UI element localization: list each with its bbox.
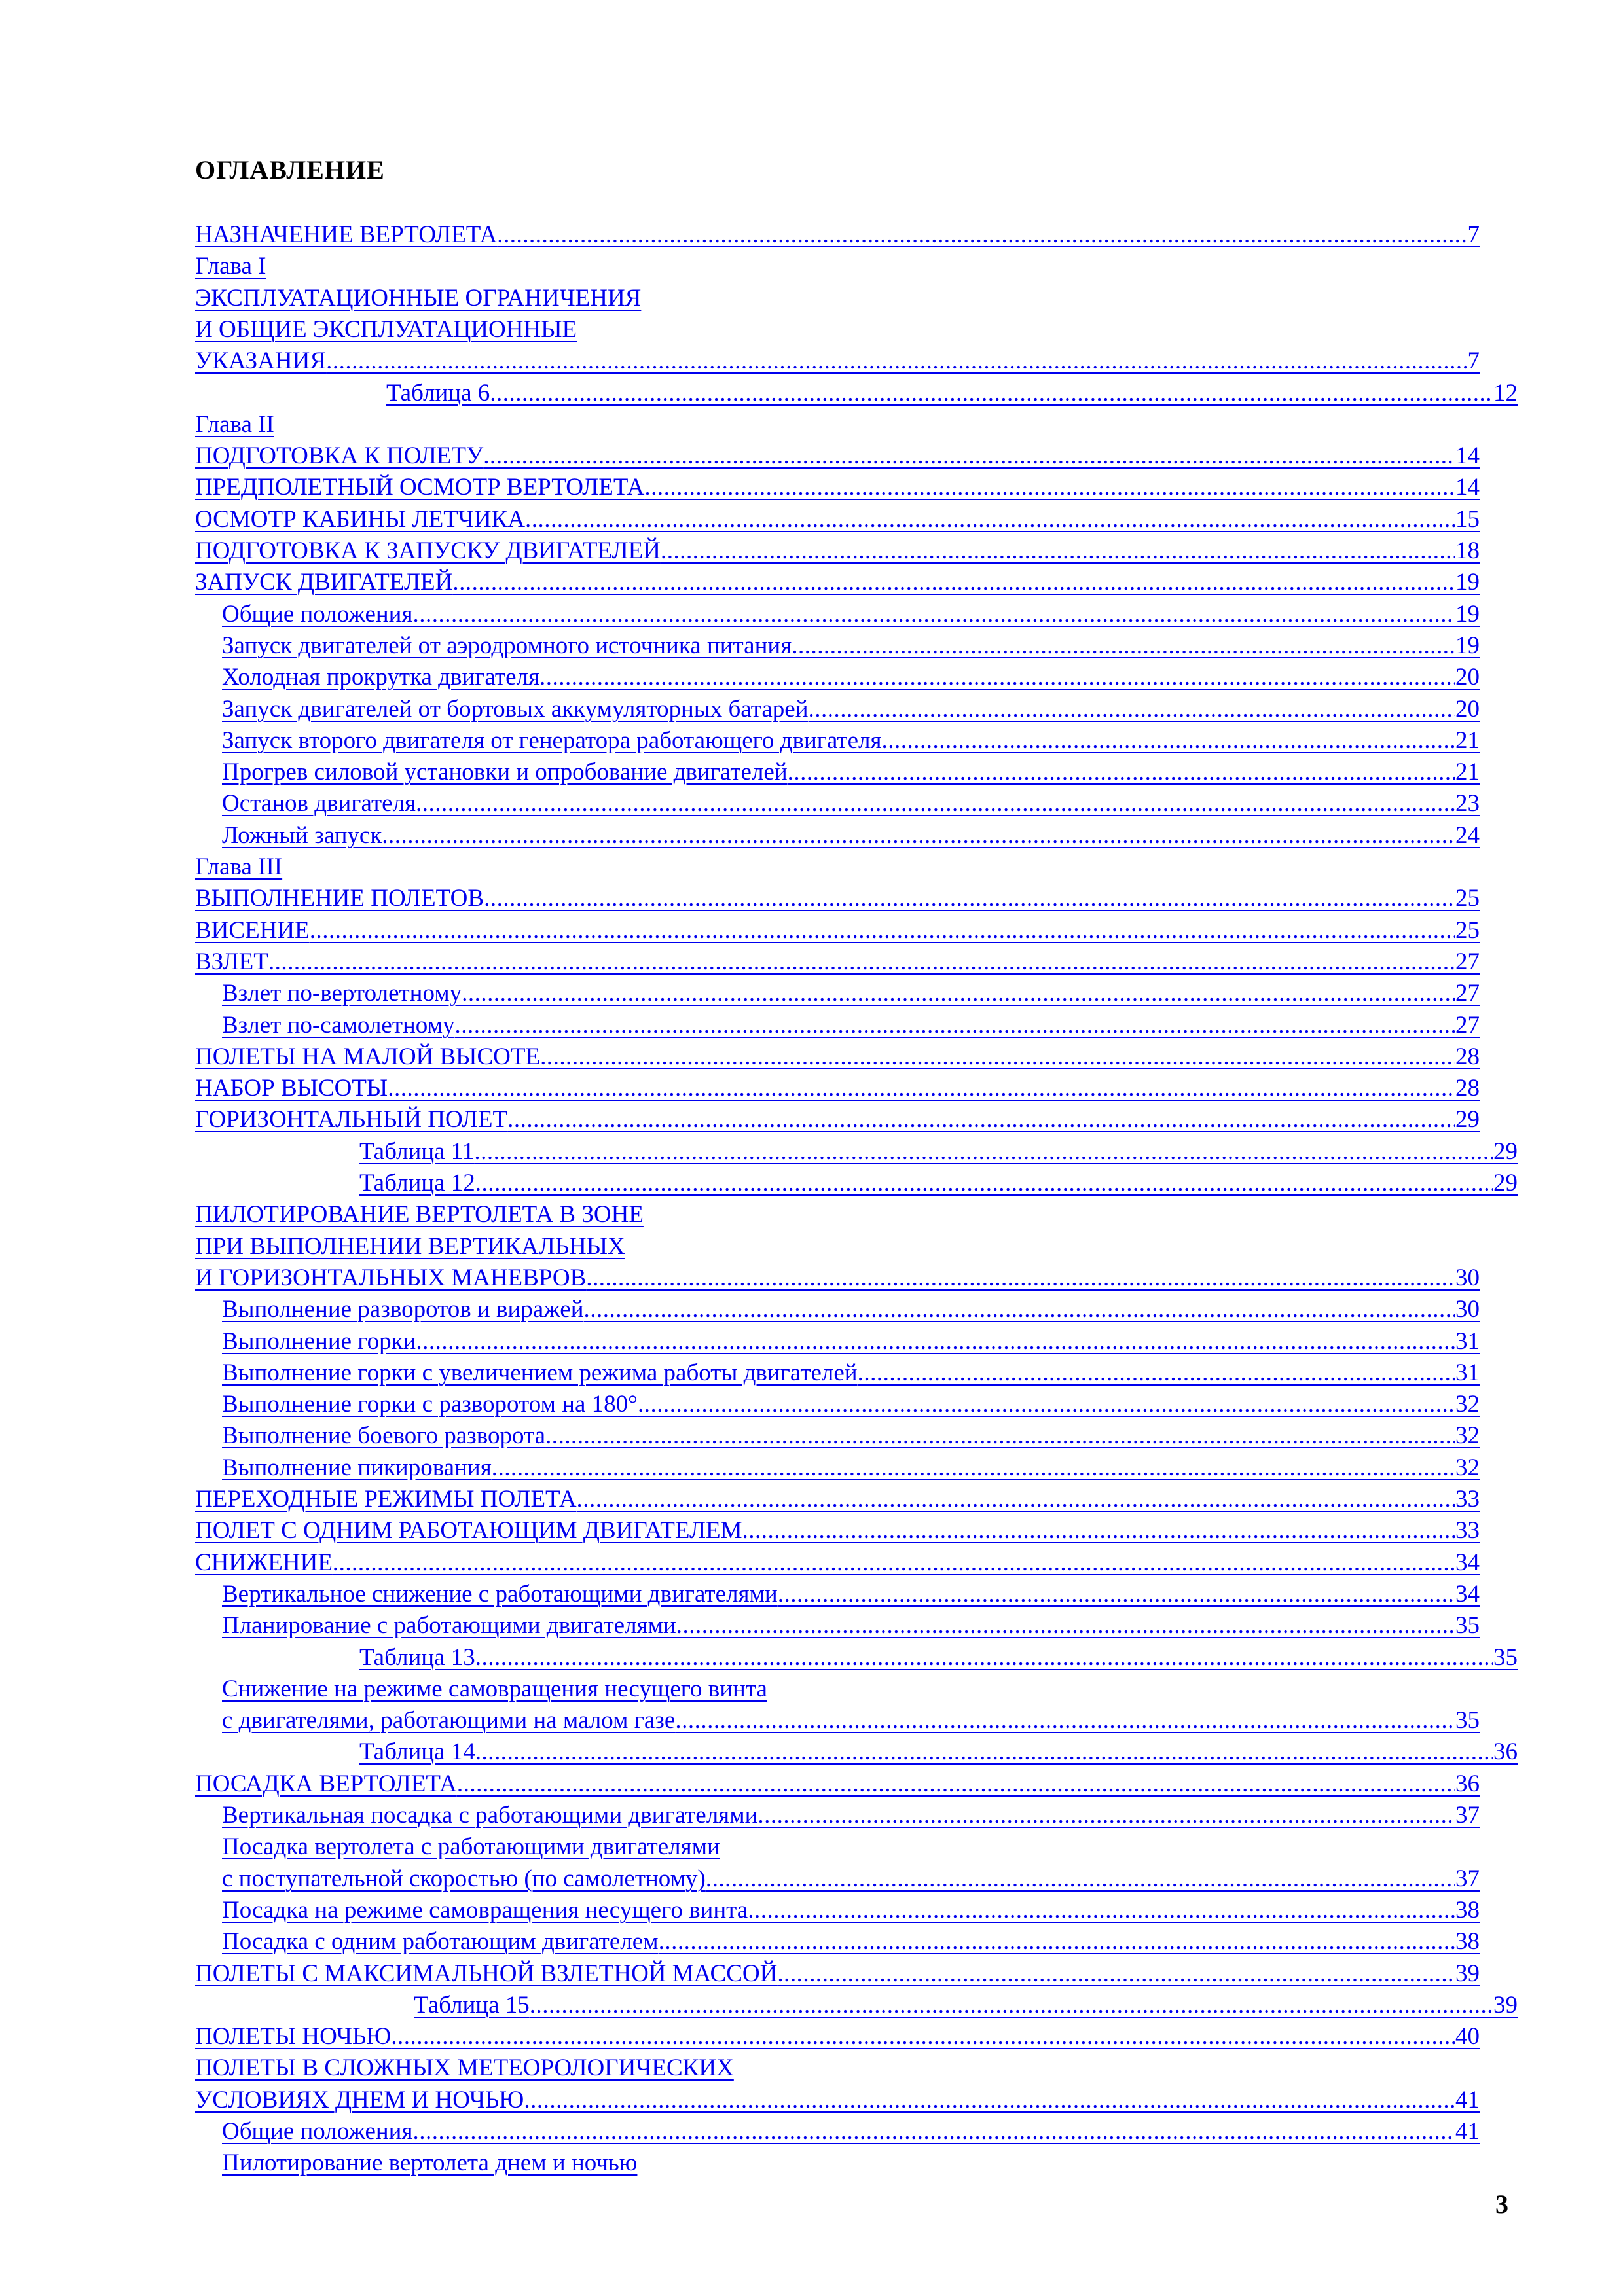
toc-entry-label: Выполнение боевого разворота bbox=[222, 1422, 546, 1449]
toc-entry[interactable] bbox=[222, 1327, 1480, 1357]
toc-entry-page: 30 bbox=[1455, 1296, 1480, 1323]
toc-entry-label: ПРЕДПОЛЕТНЫЙ ОСМОТР ВЕРТОЛЕТА bbox=[195, 474, 645, 501]
toc-entry-page: 41 bbox=[1455, 2118, 1480, 2145]
toc-entry-label: ЭКСПЛУАТАЦИОННЫЕ ОГРАНИЧЕНИЯ bbox=[195, 285, 642, 312]
toc-entry-page: 31 bbox=[1455, 1359, 1480, 1386]
dot-leader bbox=[416, 1327, 1455, 1357]
toc-entry[interactable] bbox=[195, 1232, 625, 1262]
toc-entry[interactable] bbox=[222, 1453, 1480, 1483]
toc-entry-label: ВЗЛЕТ bbox=[195, 948, 268, 975]
toc-entry[interactable] bbox=[195, 1959, 1480, 1989]
toc-entry[interactable] bbox=[222, 1011, 1480, 1041]
toc-entry-label: с поступательной скоростью (по самолетному) bbox=[222, 1865, 706, 1892]
dot-leader bbox=[382, 821, 1455, 851]
dot-leader bbox=[757, 1801, 1455, 1831]
toc-entry-page: 41 bbox=[1455, 2087, 1480, 2113]
dot-leader bbox=[484, 884, 1455, 914]
toc-entry-label: ГОРИЗОНТАЛЬНЫЙ ПОЛЕТ bbox=[195, 1106, 508, 1133]
toc-entry-label: СНИЖЕНИЕ bbox=[195, 1549, 333, 1576]
dot-leader bbox=[492, 1453, 1455, 1483]
toc-entry-label: Выполнение горки с увеличением режима работы двигателей bbox=[222, 1359, 858, 1386]
toc-entry-page: 21 bbox=[1455, 727, 1480, 754]
toc-entry[interactable] bbox=[195, 315, 577, 345]
toc-entry[interactable] bbox=[195, 884, 1480, 914]
toc-entry-label: ПОЛЕТ С ОДНИМ РАБОТАЮЩИМ ДВИГАТЕЛЕМ bbox=[195, 1517, 742, 1544]
toc-entry-label: Посадка на режиме самовращения несущего винта bbox=[222, 1897, 748, 1924]
toc-entry-page: 12 bbox=[1493, 380, 1518, 406]
toc-entry[interactable] bbox=[195, 251, 266, 281]
dot-leader bbox=[809, 694, 1456, 725]
toc-entry-page: 38 bbox=[1455, 1897, 1480, 1924]
toc-entry-label: Посадка вертолета с работающими двигателями bbox=[222, 1833, 720, 1860]
toc-entry-label: ВЫПОЛНЕНИЕ ПОЛЕТОВ bbox=[195, 885, 484, 912]
toc-entry-label: Таблица 11 bbox=[359, 1138, 475, 1165]
toc-entry-page: 14 bbox=[1455, 474, 1480, 501]
toc-entry[interactable] bbox=[359, 1737, 1518, 1767]
toc-entry[interactable] bbox=[195, 283, 641, 314]
toc-entry-page: 32 bbox=[1455, 1391, 1480, 1418]
toc-entry[interactable] bbox=[222, 726, 1480, 756]
toc-entry[interactable] bbox=[222, 694, 1480, 725]
toc-entry-page: 7 bbox=[1467, 348, 1480, 374]
toc-entry[interactable] bbox=[195, 346, 1480, 376]
toc-entry-page: 29 bbox=[1493, 1138, 1518, 1165]
dot-leader bbox=[586, 1263, 1455, 1293]
toc-entry-label: УСЛОВИЯХ ДНЕМ И НОЧЬЮ bbox=[195, 2087, 524, 2113]
dot-leader bbox=[475, 1737, 1493, 1767]
toc-entry-label: ПОДГОТОВКА К ЗАПУСКУ ДВИГАТЕЛЕЙ bbox=[195, 537, 661, 564]
toc-entry-page: 37 bbox=[1455, 1802, 1480, 1829]
toc-entry-label: Выполнение горки с разворотом на 180° bbox=[222, 1391, 638, 1418]
toc-entry-page: 35 bbox=[1455, 1707, 1480, 1734]
toc-entry[interactable] bbox=[195, 441, 1480, 471]
toc-entry[interactable] bbox=[195, 1484, 1480, 1515]
toc-entry-label: Взлет по-вертолетному bbox=[222, 980, 462, 1007]
dot-leader bbox=[792, 631, 1455, 661]
toc-entry-page: 30 bbox=[1455, 1265, 1480, 1291]
toc-entry-page: 14 bbox=[1455, 442, 1480, 469]
page-number: 3 bbox=[1495, 2189, 1508, 2219]
toc-entry-label: Вертикальная посадка с работающими двигателями bbox=[222, 1802, 758, 1829]
dot-leader bbox=[333, 1548, 1455, 1578]
toc-entry-page: 37 bbox=[1455, 1865, 1480, 1892]
dot-leader bbox=[310, 916, 1455, 946]
toc-entry-label: И ГОРИЗОНТАЛЬНЫХ МАНЕВРОВ bbox=[195, 1265, 587, 1291]
dot-leader bbox=[644, 473, 1455, 503]
toc-entry-label: ПОЛЕТЫ В СЛОЖНЫХ МЕТЕОРОЛОГИЧЕСКИХ bbox=[195, 2054, 734, 2081]
dot-leader bbox=[475, 1643, 1493, 1673]
toc-entry-label: Таблица 6 bbox=[386, 380, 490, 406]
toc-entry-page: 28 bbox=[1455, 1075, 1480, 1102]
toc-entry-label: НАЗНАЧЕНИЕ ВЕРТОЛЕТА bbox=[195, 221, 498, 248]
toc-entry-page: 7 bbox=[1467, 221, 1480, 248]
dot-leader bbox=[524, 2085, 1455, 2115]
toc-entry-page: 32 bbox=[1455, 1422, 1480, 1449]
toc-entry-page: 31 bbox=[1455, 1328, 1480, 1355]
dot-leader bbox=[268, 947, 1455, 977]
toc-entry[interactable] bbox=[195, 852, 282, 882]
toc-entry-page: 25 bbox=[1455, 885, 1480, 912]
toc-entry-label: Выполнение разворотов и виражей bbox=[222, 1296, 584, 1323]
toc-entry-label: Снижение на режиме самовращения несущего винта bbox=[222, 1676, 767, 1702]
toc-entry-label: Общие положения bbox=[222, 601, 413, 628]
dot-leader bbox=[416, 789, 1455, 819]
toc-entry-page: 39 bbox=[1455, 1960, 1480, 1987]
toc-entry[interactable] bbox=[222, 1611, 1480, 1641]
toc-entry[interactable] bbox=[195, 473, 1480, 503]
toc-entry-label: Таблица 15 bbox=[414, 1992, 530, 2018]
toc-entry-page: 39 bbox=[1493, 1992, 1518, 2018]
dot-leader bbox=[638, 1390, 1455, 1420]
toc-entry[interactable] bbox=[195, 220, 1480, 250]
dot-leader bbox=[391, 2022, 1455, 2052]
toc-entry-label: И ОБЩИЕ ЭКСПЛУАТАЦИОННЫЕ bbox=[195, 316, 577, 343]
toc-entry-page: 21 bbox=[1455, 759, 1480, 785]
toc-entry[interactable] bbox=[222, 2117, 1480, 2147]
dot-leader bbox=[412, 2117, 1455, 2147]
toc-entry-label: Прогрев силовой установки и опробование двигателей bbox=[222, 759, 788, 785]
dot-leader bbox=[675, 1706, 1455, 1736]
toc-entry[interactable] bbox=[195, 1769, 1480, 1799]
dot-leader bbox=[474, 1137, 1493, 1167]
dot-leader bbox=[507, 1105, 1455, 1135]
dot-leader bbox=[497, 220, 1467, 250]
toc-entry-label: Таблица 14 bbox=[359, 1738, 475, 1765]
dot-leader bbox=[584, 1295, 1455, 1325]
toc-entry[interactable] bbox=[195, 505, 1480, 535]
dot-leader bbox=[742, 1516, 1455, 1546]
toc-entry-page: 29 bbox=[1493, 1170, 1518, 1196]
toc-entry[interactable] bbox=[222, 1801, 1480, 1831]
toc-entry[interactable] bbox=[222, 631, 1480, 661]
toc-entry[interactable] bbox=[195, 2053, 734, 2083]
dot-leader bbox=[455, 1011, 1455, 1041]
dot-leader bbox=[457, 1769, 1455, 1799]
toc-entry[interactable] bbox=[222, 600, 1480, 630]
toc-entry-label: ПОЛЕТЫ НА МАЛОЙ ВЫСОТЕ bbox=[195, 1043, 541, 1070]
toc-entry-label: Останов двигателя bbox=[222, 790, 416, 817]
toc-entry-label: Пилотирование вертолета днем и ночью bbox=[222, 2149, 638, 2176]
toc-entry[interactable] bbox=[195, 2022, 1480, 2052]
toc-entry-label: Выполнение горки bbox=[222, 1328, 416, 1355]
page-title: ОГЛАВЛЕНИЕ bbox=[195, 155, 385, 185]
toc-entry-page: 36 bbox=[1493, 1738, 1518, 1765]
dot-leader bbox=[530, 1990, 1493, 2020]
dot-leader bbox=[540, 1042, 1455, 1072]
toc-entry-page: 19 bbox=[1455, 632, 1480, 659]
toc-entry[interactable] bbox=[222, 1421, 1480, 1451]
toc-entry[interactable] bbox=[222, 1674, 767, 1704]
toc-entry-label: Выполнение пикирования bbox=[222, 1454, 492, 1481]
dot-leader bbox=[326, 346, 1467, 376]
toc-entry-page: 40 bbox=[1455, 2023, 1480, 2050]
toc-entry[interactable] bbox=[195, 536, 1480, 566]
toc-entry[interactable] bbox=[222, 1927, 1480, 1957]
toc-entry-page: 33 bbox=[1455, 1517, 1480, 1544]
toc-entry-page: 33 bbox=[1455, 1486, 1480, 1513]
toc-entry[interactable] bbox=[386, 378, 1518, 408]
dot-leader bbox=[545, 1421, 1455, 1451]
toc-entry[interactable] bbox=[222, 662, 1480, 692]
dot-leader bbox=[777, 1959, 1455, 1989]
toc-entry-label: Посадка с одним работающим двигателем bbox=[222, 1928, 659, 1955]
dot-leader bbox=[462, 978, 1455, 1009]
toc-entry[interactable] bbox=[414, 1990, 1518, 2020]
toc-entry-label: Ложный запуск bbox=[222, 822, 382, 849]
toc-entry-page: 27 bbox=[1455, 948, 1480, 975]
toc-entry-label: ПОЛЕТЫ С МАКСИМАЛЬНОЙ ВЗЛЕТНОЙ МАССОЙ bbox=[195, 1960, 778, 1987]
dot-leader bbox=[577, 1484, 1455, 1515]
toc-entry[interactable] bbox=[222, 1579, 1480, 1609]
toc-entry-label: Планирование с работающими двигателями bbox=[222, 1612, 676, 1639]
toc-entry-label: ПРИ ВЫПОЛНЕНИИ ВЕРТИКАЛЬНЫХ bbox=[195, 1233, 625, 1260]
toc-entry-label: Глава I bbox=[195, 253, 266, 279]
toc-entry-page: 38 bbox=[1455, 1928, 1480, 1955]
toc-entry[interactable] bbox=[195, 1200, 644, 1230]
toc-entry[interactable] bbox=[222, 1832, 720, 1862]
toc-entry-page: 29 bbox=[1455, 1106, 1480, 1133]
toc-entry-label: Запуск двигателей от аэродромного источника питания bbox=[222, 632, 792, 659]
dot-leader bbox=[661, 536, 1455, 566]
toc-entry-label: ЗАПУСК ДВИГАТЕЛЕЙ bbox=[195, 569, 453, 596]
toc-entry[interactable] bbox=[222, 978, 1480, 1009]
toc-entry[interactable] bbox=[195, 410, 274, 440]
toc-entry-page: 34 bbox=[1455, 1549, 1480, 1576]
toc-entry-label: УКАЗАНИЯ bbox=[195, 348, 327, 374]
toc-entry[interactable] bbox=[359, 1643, 1518, 1673]
toc-entry-label: НАБОР ВЫСОТЫ bbox=[195, 1075, 388, 1102]
toc-entry-page: 35 bbox=[1493, 1644, 1518, 1671]
toc-entry[interactable] bbox=[222, 1358, 1480, 1388]
toc-entry-label: с двигателями, работающими на малом газе bbox=[222, 1707, 676, 1734]
toc-entry-page: 28 bbox=[1455, 1043, 1480, 1070]
dot-leader bbox=[706, 1864, 1455, 1894]
toc-entry[interactable] bbox=[195, 916, 1480, 946]
toc-entry-label: ОСМОТР КАБИНЫ ЛЕТЧИКА bbox=[195, 506, 525, 533]
toc-entry-page: 18 bbox=[1455, 537, 1480, 564]
toc-entry-page: 20 bbox=[1455, 696, 1480, 723]
dot-leader bbox=[881, 726, 1455, 756]
toc-entry-label: ПОСАДКА ВЕРТОЛЕТА bbox=[195, 1770, 457, 1797]
toc-entry[interactable] bbox=[222, 1864, 1480, 1894]
toc-entry-label: ПОДГОТОВКА К ПОЛЕТУ bbox=[195, 442, 484, 469]
toc-entry-label: Общие положения bbox=[222, 2118, 413, 2145]
toc-entry[interactable] bbox=[222, 1895, 1480, 1926]
toc-entry[interactable] bbox=[195, 1042, 1480, 1072]
toc-entry[interactable] bbox=[222, 789, 1480, 819]
toc-entry-page: 34 bbox=[1455, 1581, 1480, 1607]
toc-entry-page: 35 bbox=[1455, 1612, 1480, 1639]
toc-entry-label: Взлет по-самолетному bbox=[222, 1012, 455, 1039]
toc-entry-label: Запуск двигателей от бортовых аккумуляторных батарей bbox=[222, 696, 809, 723]
dot-leader bbox=[659, 1927, 1455, 1957]
dot-leader bbox=[412, 600, 1455, 630]
toc-entry-label: Глава II bbox=[195, 411, 274, 438]
toc-entry[interactable] bbox=[359, 1168, 1518, 1198]
toc-entry-label: Таблица 12 bbox=[359, 1170, 475, 1196]
toc-entry[interactable] bbox=[222, 757, 1480, 787]
toc-entry-page: 25 bbox=[1455, 917, 1480, 944]
toc-entry-label: Глава III bbox=[195, 853, 283, 880]
toc-entry[interactable] bbox=[222, 821, 1480, 851]
toc-entry-page: 20 bbox=[1455, 664, 1480, 691]
dot-leader bbox=[388, 1073, 1455, 1103]
toc-entry[interactable] bbox=[222, 2148, 637, 2178]
toc-entry-label: Вертикальное снижение с работающими двигателями bbox=[222, 1581, 778, 1607]
toc-entry-page: 36 bbox=[1455, 1770, 1480, 1797]
dot-leader bbox=[490, 378, 1493, 408]
toc-entry[interactable] bbox=[195, 1548, 1480, 1578]
dot-leader bbox=[676, 1611, 1455, 1641]
toc-entry[interactable] bbox=[195, 1263, 1480, 1293]
toc-entry-label: Таблица 13 bbox=[359, 1644, 475, 1671]
toc-entry[interactable] bbox=[222, 1390, 1480, 1420]
toc-entry-page: 27 bbox=[1455, 1012, 1480, 1039]
toc-entry-page: 19 bbox=[1455, 601, 1480, 628]
dot-leader bbox=[475, 1168, 1493, 1198]
dot-leader bbox=[748, 1895, 1455, 1926]
toc-entry-page: 32 bbox=[1455, 1454, 1480, 1481]
toc-entry-page: 27 bbox=[1455, 980, 1480, 1007]
toc-entry[interactable] bbox=[195, 1516, 1480, 1546]
toc-entry-label: Холодная прокрутка двигателя bbox=[222, 664, 539, 691]
toc-entry[interactable] bbox=[222, 1295, 1480, 1325]
dot-leader bbox=[539, 662, 1455, 692]
toc-entry-page: 24 bbox=[1455, 822, 1480, 849]
dot-leader bbox=[483, 441, 1455, 471]
toc-entry-page: 19 bbox=[1455, 569, 1480, 596]
toc-entry-page: 15 bbox=[1455, 506, 1480, 533]
dot-leader bbox=[452, 567, 1455, 598]
toc-entry[interactable] bbox=[195, 1105, 1480, 1135]
dot-leader bbox=[525, 505, 1455, 535]
toc-entry[interactable] bbox=[195, 947, 1480, 977]
dot-leader bbox=[858, 1358, 1455, 1388]
toc-entry[interactable] bbox=[222, 1706, 1480, 1736]
toc-entry-label: Запуск второго двигателя от генератора работающего двигателя bbox=[222, 727, 882, 754]
toc-entry[interactable] bbox=[195, 567, 1480, 598]
dot-leader bbox=[788, 757, 1455, 787]
toc-entry-label: ПЕРЕХОДНЫЕ РЕЖИМЫ ПОЛЕТА bbox=[195, 1486, 577, 1513]
dot-leader bbox=[778, 1579, 1455, 1609]
toc-entry[interactable] bbox=[195, 2085, 1480, 2115]
toc-entry[interactable] bbox=[359, 1137, 1518, 1167]
toc-entry-label: ПОЛЕТЫ НОЧЬЮ bbox=[195, 2023, 392, 2050]
toc-entry-label: ВИСЕНИЕ bbox=[195, 917, 310, 944]
toc-entry[interactable] bbox=[195, 1073, 1480, 1103]
toc-entry-label: ПИЛОТИРОВАНИЕ ВЕРТОЛЕТА В ЗОНЕ bbox=[195, 1201, 644, 1228]
toc-entry-page: 23 bbox=[1455, 790, 1480, 817]
